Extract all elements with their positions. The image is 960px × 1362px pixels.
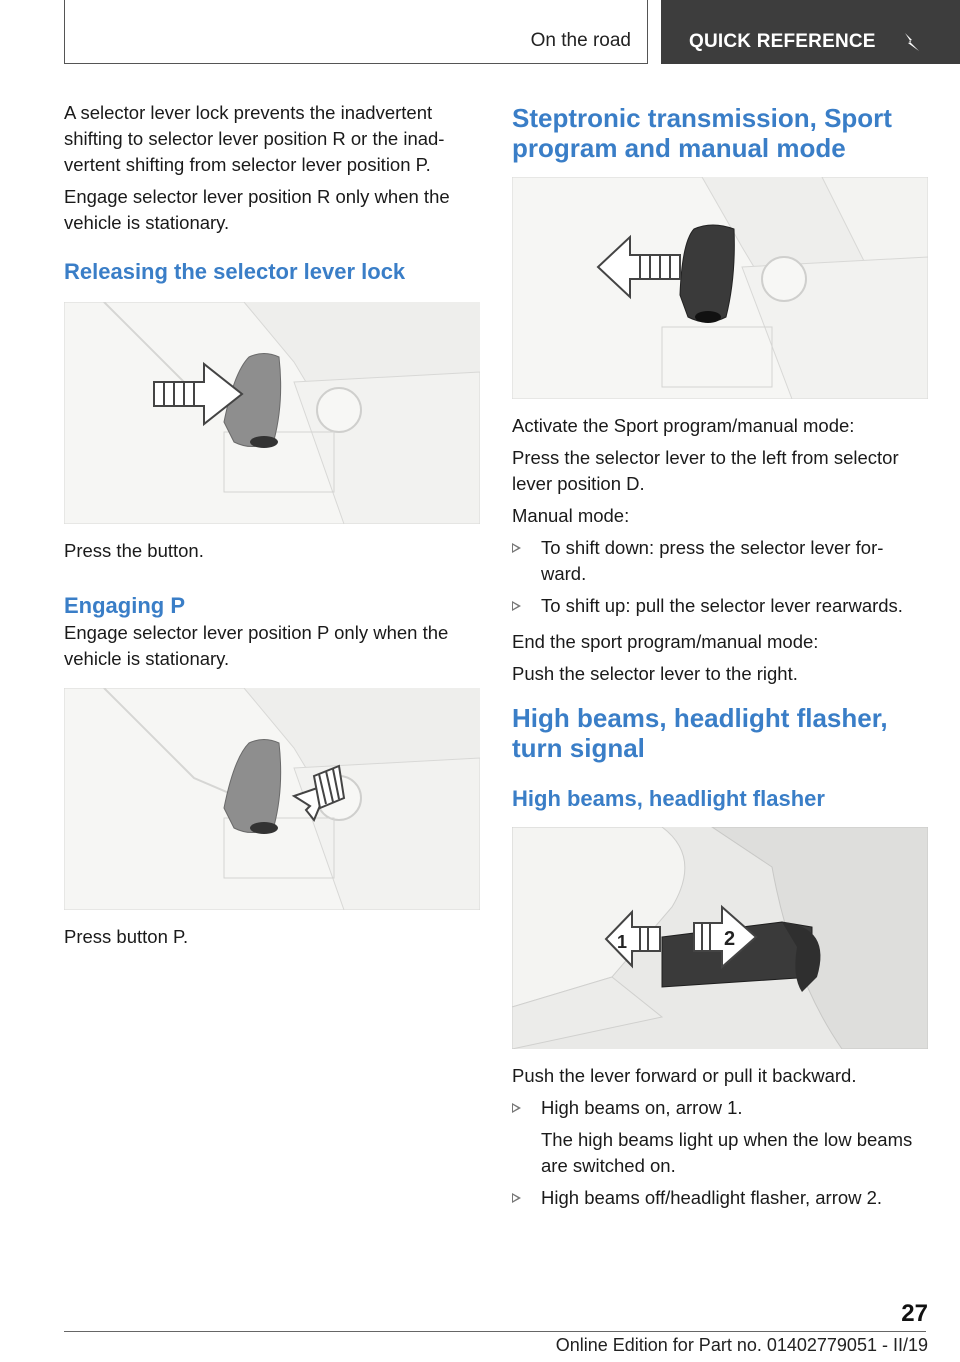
list-item: To shift down: press the selector lever for- ward. (512, 535, 928, 587)
sport-instruction: Press the selector lever to the left from selector lever position D. (512, 447, 899, 494)
header-section-title: On the road (530, 30, 631, 51)
heading-releasing-lock: Releasing the selector lever lock (64, 259, 406, 284)
triangle-bullet-icon (512, 1103, 521, 1113)
quick-reference-tab[interactable] (661, 0, 960, 64)
list-item: High beams on, arrow 1. The high beams light up when the low beams are switched on. (512, 1095, 928, 1179)
arrow-label-2: 2 (724, 928, 736, 950)
manual-mode-list (512, 535, 928, 619)
illustration-selector-lever-release (64, 302, 480, 524)
illustration-turn-signal-lever (512, 827, 928, 1049)
heading-steptronic: Steptronic transmission, Sport program and manual mode (512, 103, 892, 163)
high-beams-list (512, 1095, 928, 1211)
end-sport-instruction: Push the selector lever to the right. (512, 663, 798, 684)
illustration-sport-mode (512, 177, 928, 399)
triangle-bullet-icon (512, 601, 521, 611)
sport-activate: Activate the Sport program/manual mode: (512, 415, 855, 436)
high-beams-note: The high beams light up when the low beams are switched on. (541, 1129, 913, 1176)
list-item: To shift up: pull the selector lever rearwards. (512, 593, 928, 619)
release-caption: Press the button. (64, 540, 204, 561)
edition-note: Online Edition for Part no. 01402779051 - II/19 (555, 1335, 928, 1355)
illustration-button-p (64, 688, 480, 910)
right-column (512, 103, 928, 1211)
list-item: High beams off/headlight flasher, arrow 2. (512, 1185, 928, 1211)
beam-instruction: Push the lever forward or pull it backward. (512, 1065, 857, 1086)
triangle-bullet-icon (512, 1193, 521, 1203)
stationary-note: Engage selector lever position R only when the vehicle is stationary. (64, 186, 450, 233)
arrow-label-1: 1 (617, 932, 628, 952)
intro-paragraph: A selector lever lock prevents the inadvertent shifting to selector lever position R or the inad- vertent shifting from selector lever position P. (64, 102, 445, 175)
left-column (64, 100, 480, 950)
manual-mode-label: Manual mode: (512, 505, 630, 526)
heading-high-beams: High beams, headlight flasher, turn signal (512, 703, 888, 763)
page-number: 27 (901, 1300, 928, 1327)
quick-reference-label: QUICK REFERENCE (689, 31, 876, 52)
end-sport-label: End the sport program/manual mode: (512, 631, 819, 652)
header-section-box (64, 0, 648, 64)
triangle-bullet-icon (512, 543, 521, 553)
heading-high-beams-sub: High beams, headlight flasher (512, 786, 825, 811)
heading-engaging-p: Engaging P (64, 593, 185, 618)
engage-caption: Press button P. (64, 926, 189, 947)
lightning-bolt-icon (899, 30, 923, 54)
engage-paragraph: Engage selector lever position P only when the vehicle is stationary. (64, 622, 449, 669)
footer-divider (64, 1331, 926, 1332)
